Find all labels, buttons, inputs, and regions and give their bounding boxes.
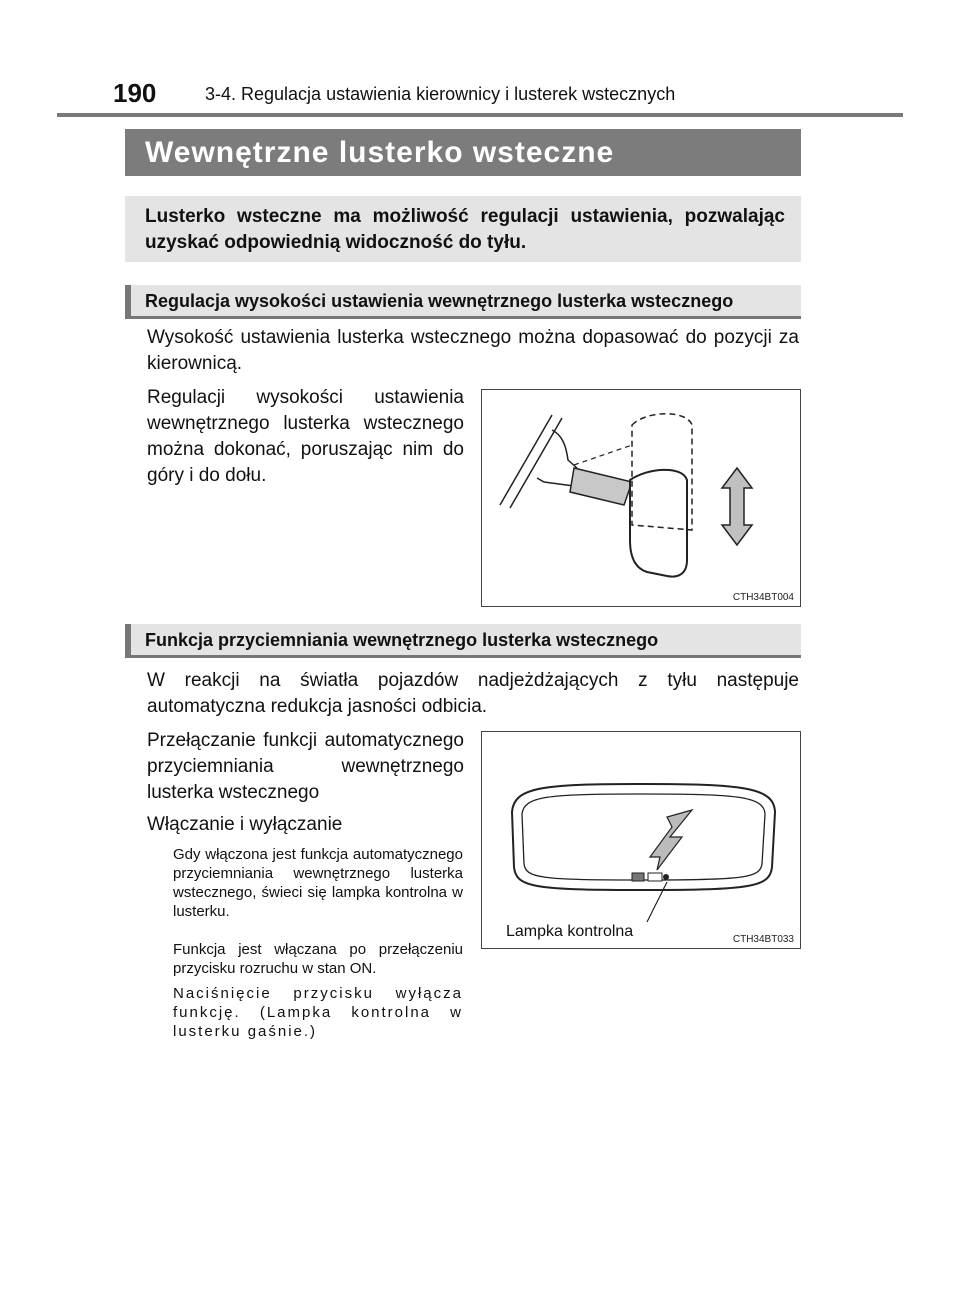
mirror-arm [570,468,632,505]
section2-heading-text: Funkcja przyciemniania wewnętrznego lusterka wstecznego [145,630,659,650]
section2-note3: Naciśnięcie przycisku wyłącza funkcję. (Lampka kontrolna w lusterku gaśnie.) [173,985,463,1040]
header-rule [57,113,903,117]
section2-heading [125,624,801,658]
section2-para2: Przełączanie funkcji automatycznego przyciemniania wewnętrznego lusterka wstecznego [147,730,464,803]
intro-box [125,196,801,262]
page-title: Wewnętrzne lusterko wsteczne [145,136,615,169]
section1-para1: Wysokość ustawienia lusterka wstecznego można dopasować do pozycji za kierownicą. [147,327,799,374]
dimming-switch [648,873,662,881]
section2-para1: W reakcji na światła pojazdów nadjeżdżających z tyłu następuje automatyczna redukcja jasności odbicia. [147,670,799,717]
mirror-body [630,470,687,577]
section2-note1: Gdy włączona jest funkcja automatycznego przyciemniania wewnętrznego lusterka wstecznego, świeci się lampka kontrolna w lusterku. [173,846,463,920]
figure1-code: CTH34BT004 [732,592,794,603]
indicator-lamp [663,874,669,880]
intro-text: Lusterko wsteczne ma możliwość regulacji ustawienia, pozwalając uzyskać odpowiednią widoczność do tyłu. [145,206,785,253]
figure-mirror-height [481,389,801,607]
section1-heading [125,285,801,319]
section2-para3: Włączanie i wyłączanie [147,814,343,835]
windshield-line [500,415,552,505]
lamp-label: Lampka kontrolna [506,923,634,940]
running-header: 3-4. Regulacja ustawienia kierownicy i lusterek wstecznych [205,84,676,104]
title-bar [125,129,801,176]
mirror-stem [537,478,574,486]
mirror-height-illustration [482,390,800,606]
figure-dimming-mirror [481,731,801,949]
figure2-code: CTH34BT033 [732,934,794,945]
up-down-arrow-icon [722,468,752,545]
section1-para2: Regulacji wysokości ustawienia wewnętrznego lusterka wstecznego można dokonać, poruszając nim do góry i do dołu. [147,387,464,486]
mirror-mount [552,430,577,468]
arm-raised-outline [574,445,632,465]
section2-note2: Funkcja jest włączana po przełączeniu przycisku rozruchu w stan ON. [173,941,463,977]
dimming-mirror-illustration [482,732,800,948]
section1-heading-text: Regulacja wysokości ustawienia wewnętrznego lusterka wstecznego [145,291,734,311]
page-number: 190 [113,78,157,108]
dimming-button [632,873,644,881]
